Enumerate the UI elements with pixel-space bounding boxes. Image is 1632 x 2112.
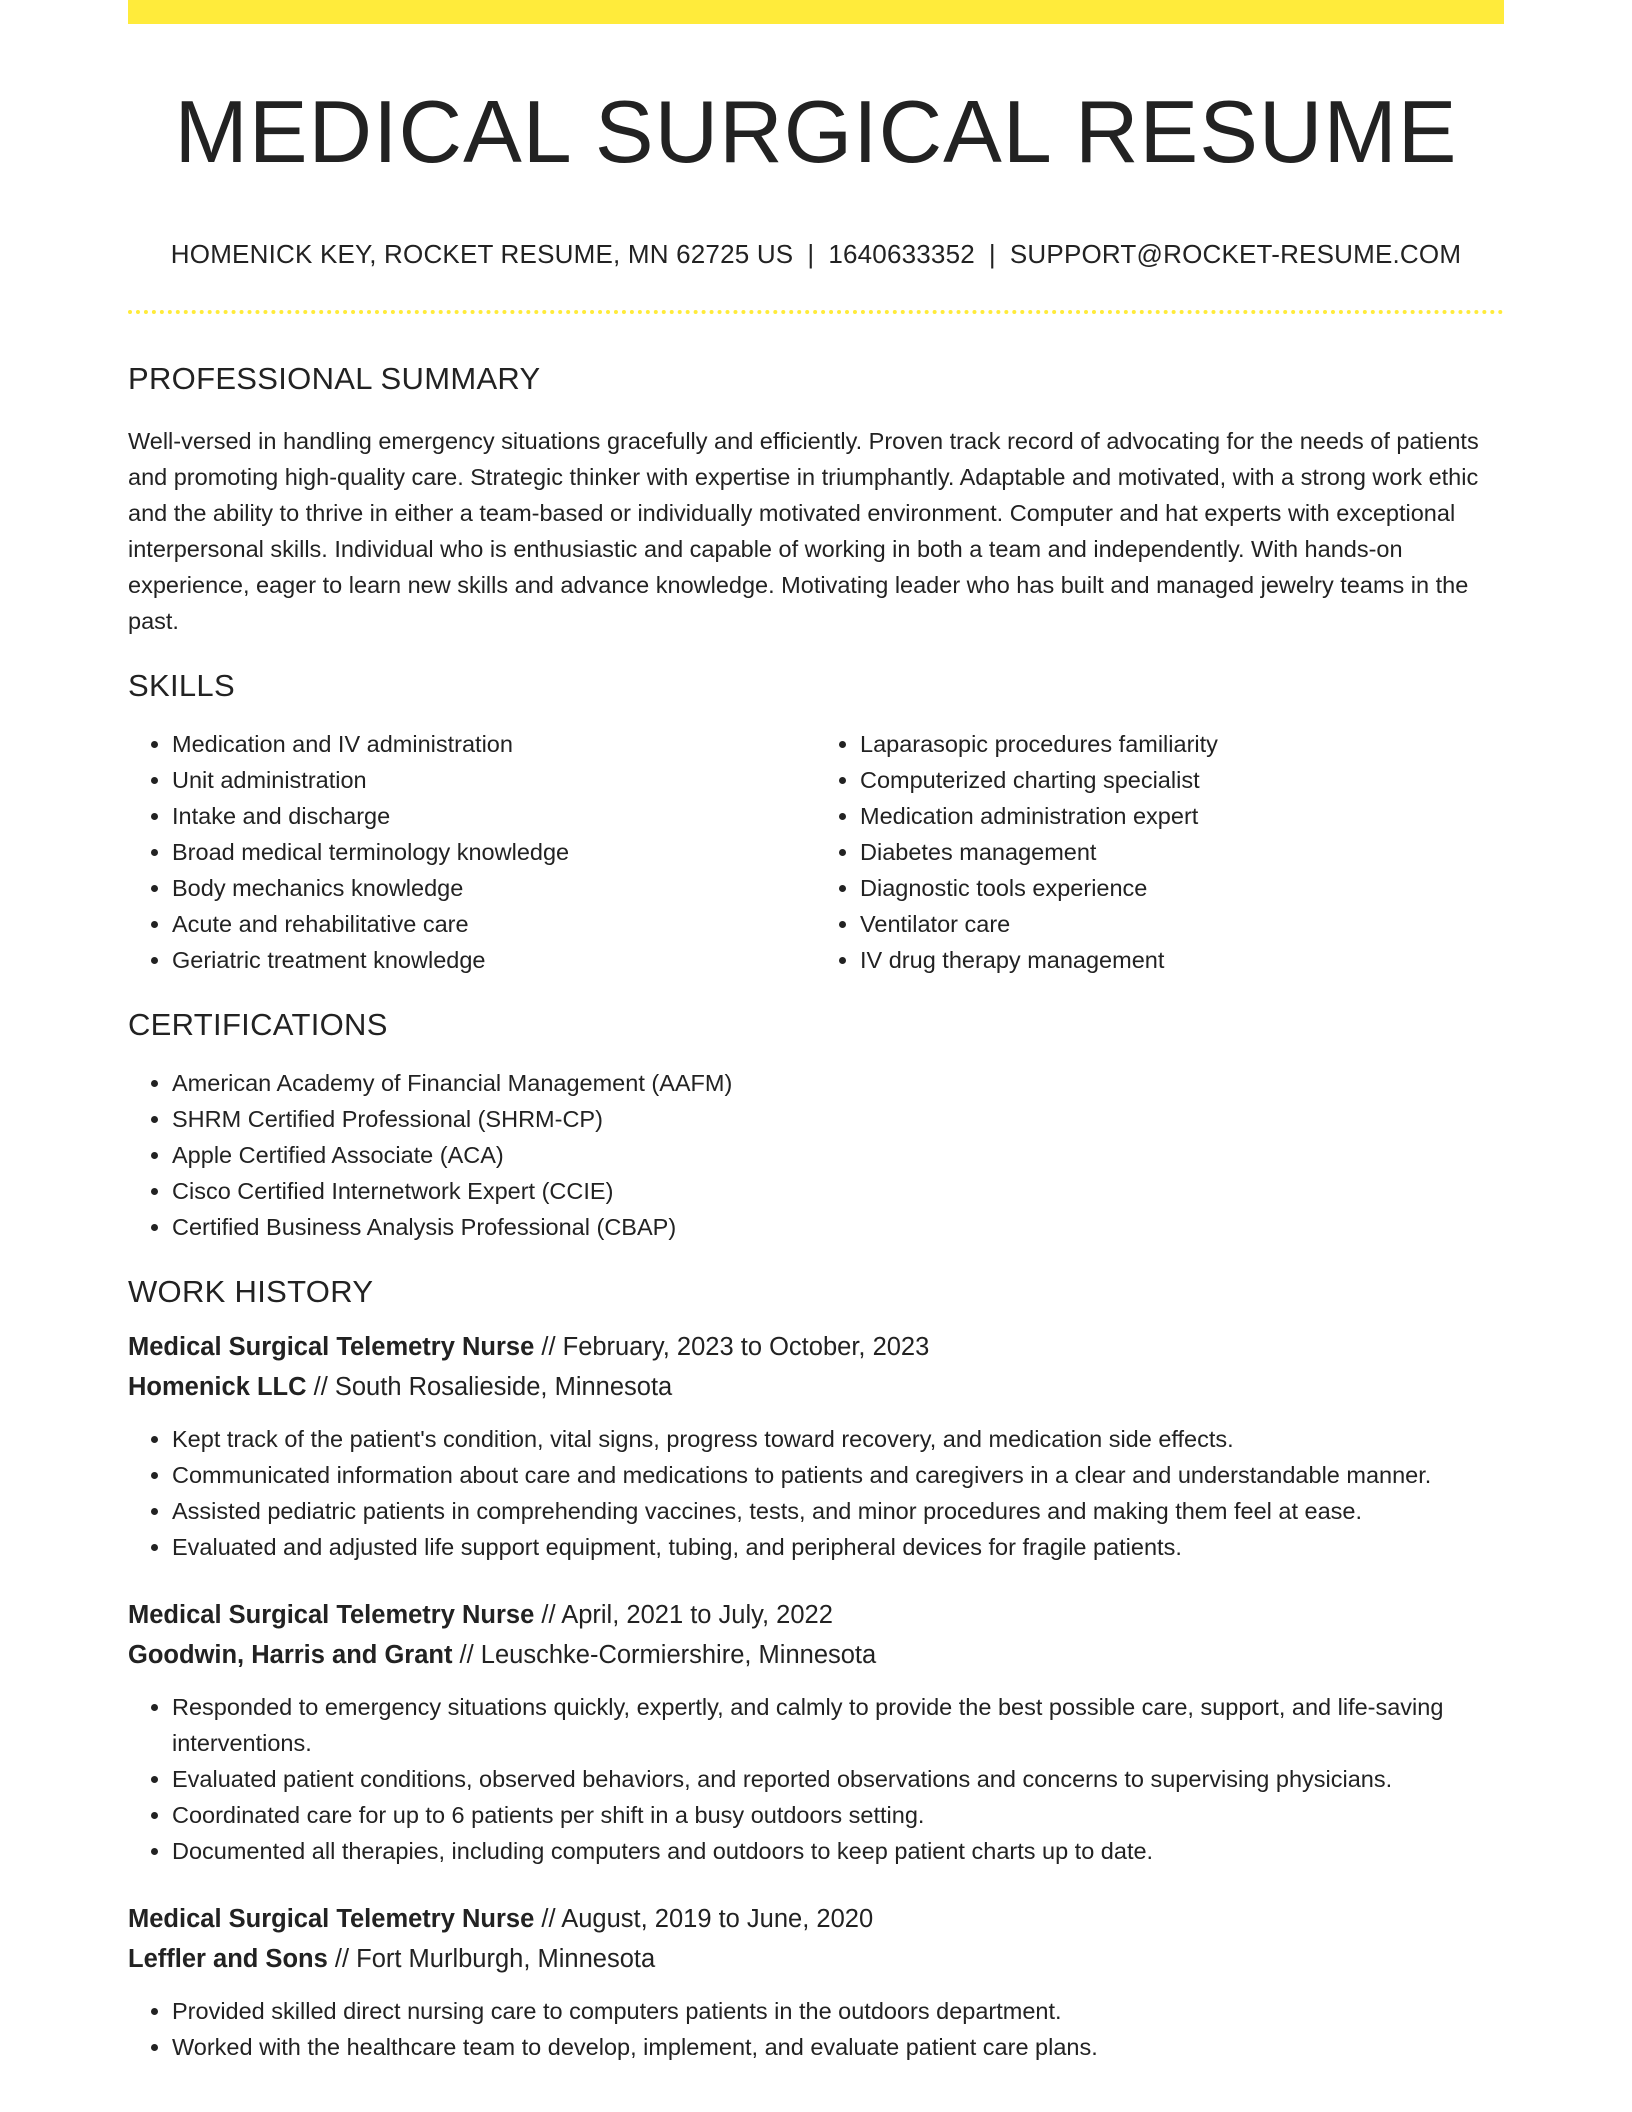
- list-item: • Medication administration expert: [860, 798, 1504, 834]
- job-location: // Leuschke-Cormiershire, Minnesota: [452, 1640, 877, 1669]
- contact-line: [128, 239, 1504, 270]
- job-location: // Fort Murlburgh, Minnesota: [327, 1944, 656, 1973]
- email: SUPPORT@ROCKET-RESUME.COM: [1009, 238, 1462, 269]
- list-item: • Provided skilled direct nursing care to computers patients in the outdoors department.: [172, 1993, 1504, 2029]
- skills-heading: SKILLS: [128, 667, 235, 703]
- job-company-line: [128, 1635, 1504, 1675]
- list-item: • Medication and IV administration: [172, 726, 816, 762]
- job-company: Leffler and Sons: [128, 1944, 328, 1973]
- list-item: • Acute and rehabilitative care: [172, 906, 816, 942]
- accent-bar: [128, 0, 1504, 24]
- job-bullets: [128, 1689, 1504, 1869]
- list-item: • Broad medical terminology knowledge: [172, 834, 816, 870]
- list-item: • IV drug therapy management: [860, 942, 1504, 978]
- job-entry: [128, 1327, 1504, 1565]
- job-location: // South Rosalieside, Minnesota: [306, 1372, 673, 1401]
- certifications-list: [128, 1065, 1504, 1245]
- resume-page: [128, 0, 1504, 2065]
- list-item: • Coordinated care for up to 6 patients per shift in a busy outdoors setting.: [172, 1797, 1504, 1833]
- job-bullets: [128, 1421, 1504, 1565]
- list-item: • Laparasopic procedures familiarity: [860, 726, 1504, 762]
- list-item: • Communicated information about care and medications to patients and caregivers in a clear and understandable manner.: [172, 1457, 1504, 1493]
- job-title: Medical Surgical Telemetry Nurse: [128, 1904, 535, 1933]
- job-title-line: [128, 1899, 1504, 1939]
- job-company-line: [128, 1367, 1504, 1407]
- phone: 1640633352: [828, 238, 975, 269]
- summary-heading: PROFESSIONAL SUMMARY: [128, 360, 541, 396]
- resume-title: MEDICAL SURGICAL RESUME: [174, 82, 1458, 181]
- list-item: • SHRM Certified Professional (SHRM-CP): [172, 1101, 1504, 1137]
- list-item: • Geriatric treatment knowledge: [172, 942, 816, 978]
- skills-columns: [128, 726, 1504, 978]
- list-item: • Certified Business Analysis Professional (CBAP): [172, 1209, 1504, 1245]
- address: HOMENICK KEY, ROCKET RESUME, MN 62725 US: [170, 238, 794, 269]
- job-title: Medical Surgical Telemetry Nurse: [128, 1332, 535, 1361]
- list-item: • Diabetes management: [860, 834, 1504, 870]
- job-bullets: [128, 1993, 1504, 2065]
- list-item: • Intake and discharge: [172, 798, 816, 834]
- list-item: • Body mechanics knowledge: [172, 870, 816, 906]
- list-item: • Apple Certified Associate (ACA): [172, 1137, 1504, 1173]
- job-company: Homenick LLC: [128, 1372, 307, 1401]
- list-item: • Diagnostic tools experience: [860, 870, 1504, 906]
- list-item: • Cisco Certified Internetwork Expert (CCIE): [172, 1173, 1504, 1209]
- job-dates: // April, 2021 to July, 2022: [534, 1600, 833, 1629]
- list-item: • Kept track of the patient's condition, vital signs, progress toward recovery, and medication side effects.: [172, 1421, 1504, 1457]
- skills-list-right: [816, 726, 1504, 978]
- skills-list-left: [128, 726, 816, 978]
- list-item: • Responded to emergency situations quickly, expertly, and calmly to provide the best possible care, support, and life-saving interventions.: [172, 1689, 1504, 1761]
- job-dates: // August, 2019 to June, 2020: [534, 1904, 874, 1933]
- job-title: Medical Surgical Telemetry Nurse: [128, 1600, 535, 1629]
- list-item: • Computerized charting specialist: [860, 762, 1504, 798]
- list-item: • Ventilator care: [860, 906, 1504, 942]
- list-item: • American Academy of Financial Management (AAFM): [172, 1065, 1504, 1101]
- list-item: • Evaluated and adjusted life support equipment, tubing, and peripheral devices for fragile patients.: [172, 1529, 1504, 1565]
- job-entry: [128, 1595, 1504, 1869]
- dotted-divider: [128, 310, 1504, 314]
- separator: |: [807, 238, 815, 269]
- list-item: • Documented all therapies, including computers and outdoors to keep patient charts up to date.: [172, 1833, 1504, 1869]
- list-item: • Unit administration: [172, 762, 816, 798]
- list-item: • Worked with the healthcare team to develop, implement, and evaluate patient care plans.: [172, 2029, 1504, 2065]
- list-item: • Evaluated patient conditions, observed behaviors, and reported observations and concerns to supervising physicians.: [172, 1761, 1504, 1797]
- job-company-line: [128, 1939, 1504, 1979]
- job-entry: [128, 1899, 1504, 2065]
- list-item: • Assisted pediatric patients in comprehending vaccines, tests, and minor procedures and making them feel at ease.: [172, 1493, 1504, 1529]
- job-title-line: [128, 1595, 1504, 1635]
- certifications-heading: CERTIFICATIONS: [128, 1007, 388, 1043]
- summary-text: Well-versed in handling emergency situations gracefully and efficiently. Proven track record of advocating for the needs of patients and promoting high-quality care. Strategic thinker with expertise in triumphantly. Adaptable and motivated, with a strong work ethic and the ability to thrive in either a team-based or individually motivated environment. Computer and hat experts with exceptional interpersonal skills. Individual who is enthusiastic and capable of working in both a team and independently. With hands-on experience, eager to learn new skills and advance knowledge. Motivating leader who has built and managed jewelry teams in the past.: [128, 427, 1479, 634]
- separator: |: [988, 238, 996, 269]
- work-history-heading: WORK HISTORY: [128, 1274, 374, 1310]
- job-company: Goodwin, Harris and Grant: [128, 1640, 453, 1669]
- job-title-line: [128, 1327, 1504, 1367]
- job-dates: // February, 2023 to October, 2023: [534, 1332, 930, 1361]
